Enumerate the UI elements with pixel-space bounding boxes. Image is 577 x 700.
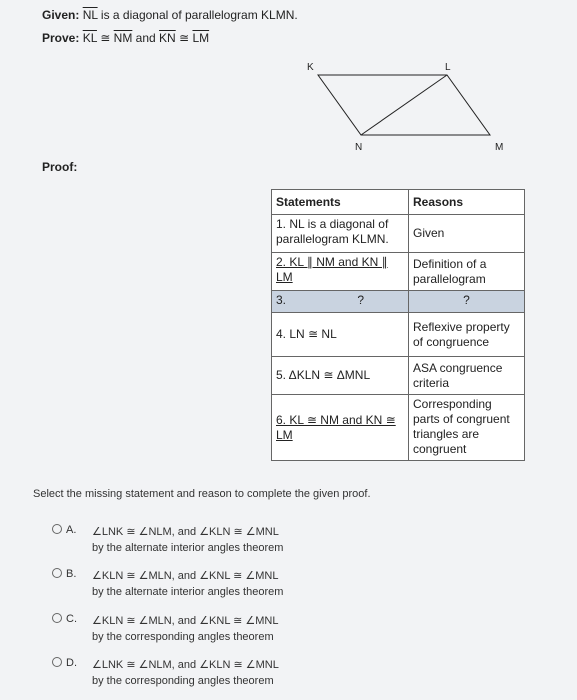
given-text: is a diagonal of parallelogram KLMN. [97, 8, 298, 22]
given-segment: $\overline{NL}$ [82, 8, 98, 22]
option-statement: ∠KLN ≅ ∠MLN, and ∠KNL ≅ ∠MNL [92, 615, 279, 627]
option-statement: ∠LNK ≅ ∠NLM, and ∠KLN ≅ ∠MNL [92, 526, 279, 538]
statement-text: 6. KL ≅ NM and KN ≅ LM [276, 412, 396, 442]
reason-cell: ASA congruence criteria [409, 357, 525, 395]
option-letter: A. [66, 524, 77, 536]
vertex-n-label: N [355, 142, 363, 153]
statement-cell [272, 395, 409, 461]
option-letter: D. [66, 657, 77, 669]
option-statement: ∠LNK ≅ ∠NLM, and ∠KLN ≅ ∠MNL [92, 659, 279, 671]
parallelogram-figure [290, 55, 530, 155]
proof-label: Proof: [42, 160, 78, 174]
vertex-k-label: K [307, 62, 314, 73]
radio-button-icon[interactable] [52, 657, 62, 667]
prove-segment-lm: $\overline{LM}$ [192, 31, 210, 45]
diagonal-nl [361, 75, 447, 135]
option-reason: by the corresponding angles theorem [92, 631, 274, 643]
missing-statement-cell [272, 291, 409, 313]
option-reason: by the corresponding angles theorem [92, 675, 274, 687]
prove-segment-kn: $\overline{KN}$ [159, 31, 176, 45]
table-header-row [272, 190, 525, 215]
option-statement: ∠KLN ≅ ∠MLN, and ∠KNL ≅ ∠MNL [92, 570, 279, 582]
reasons-header: Reasons [409, 190, 525, 215]
prove-congruent-1: ≅ [96, 31, 114, 45]
option-reason: by the alternate interior angles theorem [92, 542, 284, 554]
statement-text: 2. KL ∥ NM and KN ∥ LM [276, 255, 388, 284]
prove-segment-nm: $\overline{NM}$ [113, 31, 133, 45]
missing-row [272, 291, 525, 313]
option-letter: B. [66, 568, 77, 580]
table-row [272, 215, 525, 253]
proof-table [271, 189, 525, 461]
prove-label: Prove: [42, 31, 80, 45]
given-statement [42, 8, 298, 22]
prove-congruent-2: ≅ [175, 31, 193, 45]
radio-button-icon[interactable] [52, 613, 62, 623]
statements-header: Statements [272, 190, 409, 215]
radio-button-icon[interactable] [52, 524, 62, 534]
given-label: Given: [42, 8, 80, 22]
option-letter: C. [66, 613, 77, 625]
reason-cell: Corresponding parts of congruent triangles are congruent [409, 395, 525, 461]
prove-statement [42, 31, 209, 45]
statement-number: 3. [276, 293, 287, 307]
prove-and: and [132, 31, 160, 45]
statement-cell: 1. NL is a diagonal of parallelogram KLMN. [272, 215, 409, 253]
vertex-m-label: M [495, 142, 504, 153]
reason-cell: Definition of a parallelogram [409, 253, 525, 291]
radio-button-icon[interactable] [52, 568, 62, 578]
table-row [272, 395, 525, 461]
table-row [272, 357, 525, 395]
option-reason: by the alternate interior angles theorem [92, 586, 284, 598]
statement-cell: 5. ΔKLN ≅ ΔMNL [272, 357, 409, 395]
vertex-l-label: L [445, 62, 451, 73]
prove-segment-kl: $\overline{KL}$ [82, 31, 97, 45]
table-row [272, 253, 525, 291]
table-row [272, 313, 525, 357]
statement-cell: 4. LN ≅ NL [272, 313, 409, 357]
missing-reason-cell: ? [409, 291, 525, 313]
missing-statement-mark: ? [357, 293, 364, 307]
reason-cell: Reflexive property of congruence [409, 313, 525, 357]
statement-cell [272, 253, 409, 291]
reason-cell: Given [409, 215, 525, 253]
instruction-text: Select the missing statement and reason to complete the given proof. [33, 488, 371, 500]
